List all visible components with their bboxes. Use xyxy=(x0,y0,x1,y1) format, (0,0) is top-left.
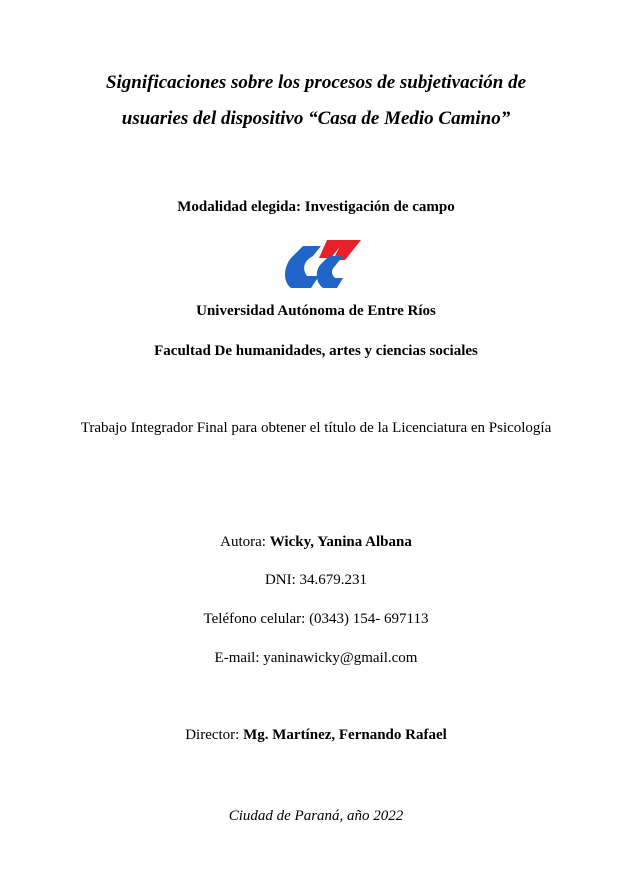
dni: DNI: 34.679.231 xyxy=(264,572,368,588)
director-name: Mg. Martínez, Fernando Rafael xyxy=(243,727,447,743)
author-name: Wicky, Yanina Albana xyxy=(269,534,412,550)
university-name: Universidad Autónoma de Entre Ríos xyxy=(196,303,436,319)
email: E-mail: yaninawicky@gmail.com xyxy=(214,650,418,666)
title-line-1: Significaciones sobre los procesos de subjetivación de xyxy=(105,72,527,93)
faculty-name: Facultad De humanidades, artes y ciencias sociales xyxy=(154,343,478,359)
phone: Teléfono celular: (0343) 154- 697113 xyxy=(203,611,429,627)
purpose-text: Trabajo Integrador Final para obtener el título de la Licenciatura en Psicología xyxy=(80,420,552,436)
place-year: Ciudad de Paraná, año 2022 xyxy=(228,808,404,824)
director-label: Director: xyxy=(185,727,244,743)
university-logo-icon xyxy=(283,238,363,290)
title-line-2: usuaries del dispositivo “Casa de Medio Camino” xyxy=(121,108,511,129)
modality: Modalidad elegida: Investigación de campo xyxy=(177,199,455,215)
author-label: Autora: xyxy=(220,534,270,550)
director-line xyxy=(0,727,632,744)
author-line xyxy=(0,534,632,551)
